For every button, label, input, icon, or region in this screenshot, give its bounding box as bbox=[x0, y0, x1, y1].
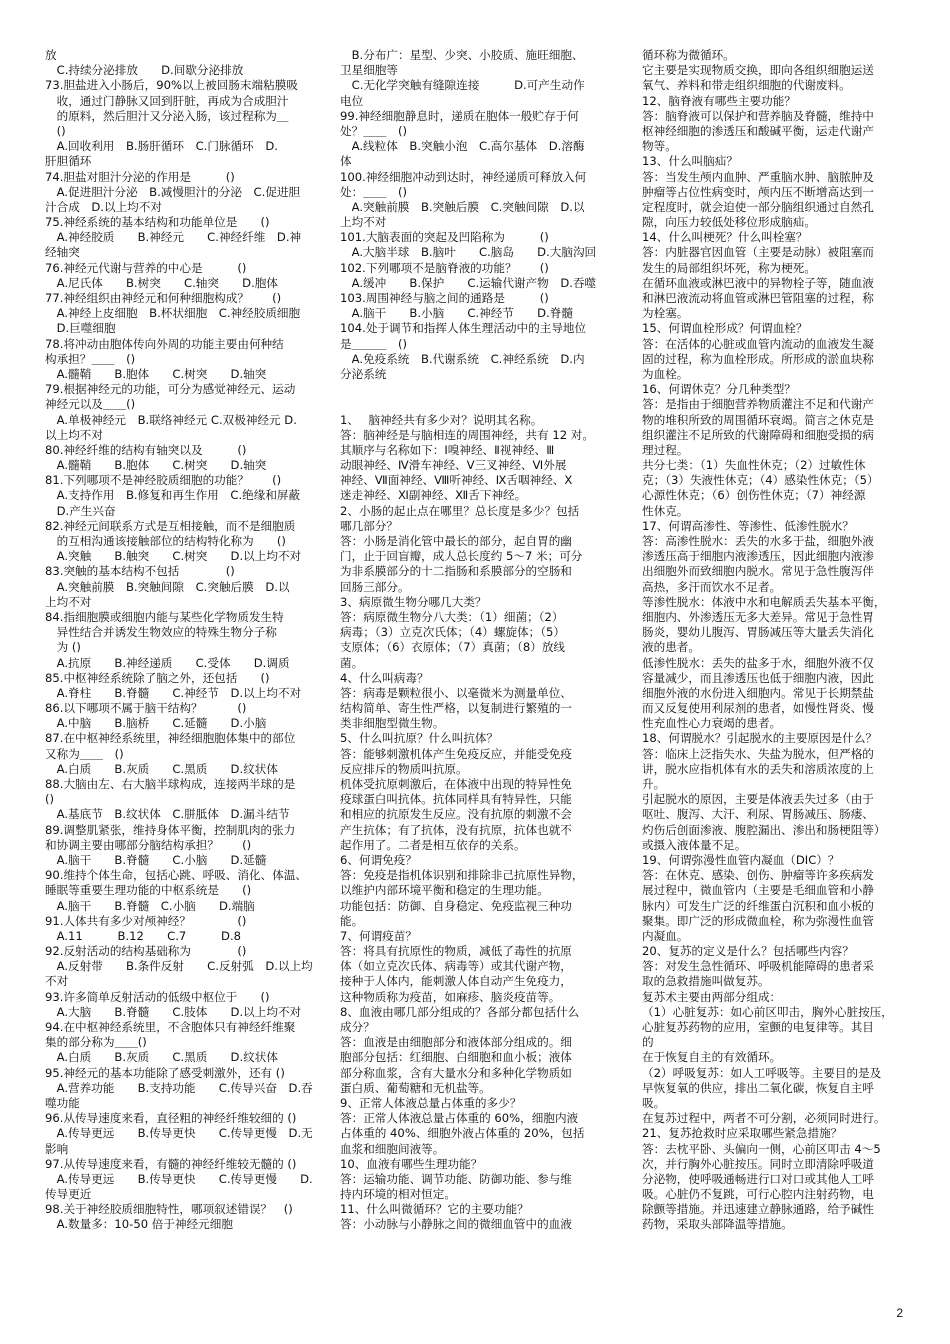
text-line: 出细胞外而致细胞内脱水。常见于急性腹泻伴 bbox=[642, 564, 874, 579]
text-line: 的互相沟通该接触部位的结构特化称为 () bbox=[45, 534, 286, 548]
text-line: () bbox=[45, 792, 55, 807]
text-line: 神经、Ⅶ面神经、Ⅷ听神经、Ⅸ舌咽神经、Ⅹ bbox=[340, 473, 573, 488]
text-line: 又称为＿＿ () bbox=[45, 746, 124, 761]
text-line: 动眼神经、Ⅳ滑车神经、Ⅴ三叉神经、Ⅵ外展 bbox=[340, 458, 567, 473]
text-line: 以维护内部环境平衡和稳定的生理功能。 bbox=[340, 883, 549, 898]
text-line: C.无化学突触有缝隙连接 D.可产生动作 bbox=[340, 78, 585, 93]
text-line: 吸。心脏仍不复跳，可行心腔内注射药物，电 bbox=[642, 1187, 874, 1202]
text-line: 分泌物，使呼吸通畅进行口对口或其他人工呼 bbox=[642, 1171, 874, 1186]
text-line: 94.在中枢神经系统里，不含胞体只有神经纤维聚 bbox=[45, 1020, 296, 1034]
text-line: 占体重的 40%、细胞外液占体重的 20%，包括 bbox=[340, 1126, 585, 1141]
text-line: 除颤等措施。并迅速建立静脉通路，给予碱性 bbox=[642, 1202, 874, 1217]
text-line: 答：将具有抗原性的物质，减低了毒性的抗原 bbox=[340, 944, 572, 959]
text-line: 90.维持个体生命，包括心跳、呼吸、消化、体温、 bbox=[45, 868, 307, 883]
text-line: A.中脑 B.脑桥 C.延髓 D.小脑 bbox=[45, 716, 267, 731]
text-line: 或摄入液体量不足。 bbox=[642, 837, 747, 852]
text-line: () bbox=[45, 123, 66, 138]
text-line: A.抗原 B.神经递质 C.受体 D.调质 bbox=[45, 655, 290, 670]
text-line: A.基底节 B.纹状体 C.胼胝体 D.漏斗结节 bbox=[45, 807, 290, 822]
text-line: A.神经胶质 B.神经元 C.神经纤维 D.神 bbox=[45, 230, 302, 245]
text-line: 疫球蛋白叫抗体。抗体同样具有特异性，只能 bbox=[340, 792, 572, 807]
text-line: 吸。 bbox=[642, 1095, 666, 1110]
text-line: 能。 bbox=[340, 913, 364, 928]
text-line: 异性结合并诱发生物效应的特殊生物分子称 bbox=[45, 625, 277, 640]
text-line: 为非系膜部分的十二指肠和系膜部分的空肠和 bbox=[340, 564, 572, 579]
text-line: 答：去枕平卧、头偏向一侧，心前区叩击 4～5 bbox=[642, 1141, 881, 1156]
text-line: 79.根据神经元的功能，可分为感觉神经元、运动 bbox=[45, 382, 296, 397]
text-line: 共分七类：（1）失血性休克；（2）过敏性休 bbox=[642, 458, 866, 473]
text-line: A.脊柱 B.脊髓 C.神经节 D.以上均不对 bbox=[45, 685, 302, 700]
text-line: 蛋白质、葡萄糖和无机盐等。 bbox=[340, 1080, 491, 1095]
text-line: 细胞外液的水份进入细胞内。常见于长期禁盐 bbox=[642, 685, 874, 700]
text-line: 83.突触的基本结构不包括 () bbox=[45, 564, 235, 579]
text-column-left bbox=[45, 48, 325, 1233]
text-line: 88.大脑由左、右大脑半球构成，连接两半球的是 bbox=[45, 777, 296, 791]
text-line: 体 bbox=[340, 154, 352, 169]
text-line: 菌。 bbox=[340, 655, 364, 670]
text-line: 11、什么叫微循环？它的主要功能？ bbox=[340, 1202, 529, 1217]
text-line: A.白质 B.灰质 C.黑质 D.纹状体 bbox=[45, 761, 278, 776]
text-line: 7、何谓疫苗？ bbox=[340, 928, 417, 943]
text-line: 82.神经元间联系方式是互相接触，而不是细胞质 bbox=[45, 518, 296, 533]
text-line: 呕吐、腹泻、大汗、利尿、胃肠减压、肠瘘、 bbox=[642, 807, 874, 822]
text-line: 构承担？＿＿ () bbox=[45, 351, 136, 366]
text-line: 放 bbox=[45, 48, 57, 62]
text-line: A.脑干 B.脊髓 C.小脑 D.延髓 bbox=[45, 852, 267, 867]
text-line: 电位 bbox=[340, 93, 364, 108]
text-line: 和相应的抗原发生反应。没有抗原的刺激不会 bbox=[340, 807, 572, 822]
text-line: 神经元以及＿＿() bbox=[45, 397, 136, 412]
text-line: 的 bbox=[642, 1035, 654, 1050]
text-line: A.突触前膜 B.突触间隙 C.突触后膜 D.以 bbox=[45, 579, 290, 594]
text-line: （1）心脏复苏：如心前区叩击，胸外心脏按压， bbox=[642, 1004, 893, 1019]
text-line: A.单极神经元 B.联络神经元 C.双极神经元 D. bbox=[45, 412, 297, 427]
text-line: A.数量多：10-50 倍于神经元细胞 bbox=[45, 1217, 233, 1232]
text-line: 噬功能 bbox=[45, 1095, 80, 1110]
text-line: 103.周围神经与脑之间的通路是 () bbox=[340, 291, 549, 305]
text-line: 克；（3）失液性休克；（4）感染性休克；（5） bbox=[642, 473, 879, 488]
text-line: 接种于人体内，能刺激人体自动产生免疫力， bbox=[340, 974, 572, 989]
text-line: 是＿＿＿ () bbox=[340, 336, 408, 351]
text-line: 物等。 bbox=[642, 139, 677, 154]
text-line: 性充血性心力衰竭的患者。 bbox=[642, 716, 782, 731]
text-line: 聚集。即广泛的形成微血栓，称为弥漫性血管 bbox=[642, 913, 874, 928]
text-line: 81.下列哪项不是神经胶质细胞的功能？ () bbox=[45, 473, 282, 488]
text-line: A.突触前膜 B.突触后膜 C.突触间隙 D.以 bbox=[340, 199, 585, 214]
text-line: 75.神经系统的基本结构和功能单位是 () bbox=[45, 215, 270, 230]
text-line: 循环称为微循环。 bbox=[642, 48, 735, 62]
text-line: 迷走神经、Ⅺ副神经、Ⅻ舌下神经。 bbox=[340, 488, 527, 503]
text-line: 答：在活体的心脏或血管内流动的血液发生凝 bbox=[642, 336, 874, 351]
text-line: 起作用了。二者是相互依存的关系。 bbox=[340, 837, 526, 852]
text-line: 心脏复苏药物的应用，室颤的电复律等。其目 bbox=[642, 1020, 874, 1034]
text-line: 氧气、养料和带走组织细胞的代谢废料。 bbox=[642, 78, 851, 93]
text-line: 3、病原微生物分哪几大类？ bbox=[340, 594, 487, 609]
text-line: 1、 脑神经共有多少对？说明其名称。 bbox=[340, 412, 543, 427]
text-line: D.巨噬细胞 bbox=[45, 321, 116, 336]
text-line: 经轴突 bbox=[45, 245, 80, 260]
text-line: 为 () bbox=[45, 640, 81, 655]
text-line: 答：临床上泛指失水、失盐为脱水，但严格的 bbox=[642, 746, 874, 761]
text-line: 容量减少，而且渗透压也低于细胞内液，因此 bbox=[642, 670, 874, 685]
text-line: 枢神经细胞的渗透压和酸碱平衡，运走代谢产 bbox=[642, 123, 874, 138]
text-line: 隙，向压力较低处移位形成脑疝。 bbox=[642, 215, 816, 230]
text-line: 内凝血。 bbox=[642, 928, 689, 943]
text-line: 87.在中枢神经系统里，神经细胞胞体集中的部位 bbox=[45, 731, 296, 746]
text-line: 早恢复氧的供应，排出二氧化碳，恢复自主呼 bbox=[642, 1080, 874, 1095]
text-line: 10、血液有哪些生理功能？ bbox=[340, 1156, 483, 1171]
text-line: A.传导更远 B.传导更快 C.传导更慢 D.无 bbox=[45, 1126, 313, 1141]
text-line: 性休克。 bbox=[642, 503, 689, 518]
text-line bbox=[340, 397, 612, 412]
text-line: 答：病毒是颗粒很小、以毫微米为测量单位、 bbox=[340, 685, 572, 700]
text-line: 答：内脏器官因血管（主要是动脉）被阻塞而 bbox=[642, 245, 874, 260]
text-line: 病毒；（3）立克次氏体；（4）螺旋体；（5） bbox=[340, 625, 566, 640]
text-line: 回肠三部分。 bbox=[340, 579, 410, 594]
text-line: 91.人体共有多少对颅神经？ () bbox=[45, 913, 247, 928]
text-line: 5、什么叫抗原？什么叫抗体？ bbox=[340, 731, 499, 746]
text-line: （2）呼吸复苏：如人工呼吸等。主要目的是及 bbox=[642, 1065, 882, 1080]
text-line: 肠炎，婴幼儿腹泻、胃肠减压等大量丢失消化 bbox=[642, 625, 874, 640]
text-line: 6、何谓免疫？ bbox=[340, 852, 417, 867]
text-line: 细胞内、外渗透压无多大差异。常见于急性胃 bbox=[642, 609, 874, 624]
text-line: 在复苏过程中，两者不可分割，必须同时进行。 bbox=[642, 1111, 886, 1126]
text-line bbox=[340, 382, 612, 397]
text-line: 它主要是实现物质交换，即向各组织细胞运送 bbox=[642, 63, 874, 78]
text-line: 等渗性脱水：体液中水和电解质丢失基本平衡， bbox=[642, 594, 886, 609]
text-line: 102.下列哪项不是脑脊液的功能？ () bbox=[340, 260, 549, 275]
text-line: 不对 bbox=[45, 974, 69, 989]
text-line: 成分？ bbox=[340, 1020, 375, 1034]
text-line: A.尼氏体 B.树突 C.轴突 D.胞体 bbox=[45, 275, 278, 290]
text-line: 定程度时，就会迫使一部分脑组织通过自然孔 bbox=[642, 199, 874, 214]
text-line: 胞部分包括：红细胞、白细胞和血小板；液体 bbox=[340, 1050, 572, 1065]
text-line: A.缓冲 B.保护 C.运输代谢产物 D.吞噬 bbox=[340, 275, 597, 290]
text-line: 功能包括：防御、自身稳定、免疫监视三种功 bbox=[340, 898, 572, 913]
text-line: 脉内）可发生广泛的纤维蛋白沉积和血小板的 bbox=[642, 898, 874, 913]
text-line: 18、何谓脱水？引起脱水的主要原因是什么？ bbox=[642, 731, 878, 746]
text-line: 心源性休克；（6）创伤性休克；（7）神经源 bbox=[642, 488, 866, 503]
text-column-right bbox=[642, 48, 910, 1233]
text-line: A.突触 B.触突 C.树突 D.以上均不对 bbox=[45, 549, 302, 564]
text-line: 持内环境的相对恒定。 bbox=[340, 1187, 456, 1202]
text-line: 的原料，然后胆汁又分泌入肠，该过程称为＿ bbox=[45, 108, 289, 123]
text-line: 99.神经细胞静息时，递质在胞体一般贮存于何 bbox=[340, 108, 579, 123]
text-line: 液的患者。 bbox=[642, 640, 700, 655]
text-line: 以上均不对 bbox=[45, 427, 103, 442]
text-line: 19、何谓弥漫性血管内凝血（DIC）？ bbox=[642, 852, 840, 867]
text-line: 答：免疫是指机体识别和排除非己抗原性异物， bbox=[340, 868, 584, 883]
text-line: 15、何谓血栓形成？何谓血栓？ bbox=[642, 321, 808, 336]
text-line: 发生的局部组织坏死，称为梗死。 bbox=[642, 260, 816, 275]
text-line: 答：脑神经是与脑相连的周围神经，共有 12 对。 bbox=[340, 427, 594, 442]
text-line: 反应排斥的物质叫抗原。 bbox=[340, 761, 468, 776]
text-line: 答：高渗性脱水：丢失的水多于盐，细胞外液 bbox=[642, 534, 874, 548]
text-line: 而又反复使用利尿剂的患者，如慢性肾炎、慢 bbox=[642, 701, 874, 716]
text-line: 分泌系统 bbox=[340, 366, 387, 381]
text-line: 这种物质称为疫苗，如麻疹、脑炎疫苗等。 bbox=[340, 989, 561, 1004]
text-line: 80.神经纤维的结构有轴突以及 () bbox=[45, 442, 247, 457]
text-line: 卫星细胞等 bbox=[340, 63, 398, 78]
text-line: 答：运输功能、调节功能、防御功能、参与维 bbox=[340, 1171, 572, 1186]
text-line: 13、什么叫脑疝？ bbox=[642, 154, 738, 169]
text-line: 答：当发生颅内血肿、严重脑水肿、脑脓肿及 bbox=[642, 169, 874, 184]
text-line: 85.中枢神经系统除了脑之外，还包括 () bbox=[45, 670, 270, 685]
text-line: 处：＿＿ () bbox=[340, 184, 408, 199]
text-line: A.脑干 B.脊髓 C.小脑 D.端脑 bbox=[45, 898, 255, 913]
text-line: 4、什么叫病毒？ bbox=[340, 670, 429, 685]
text-line: 78.将冲动由胞体传向外周的功能主要由何种结 bbox=[45, 336, 284, 351]
text-line: 灼伤后创面渗液、腹腔漏出、渗出和肠梗阻等） bbox=[642, 822, 886, 837]
text-line: 20、复苏的定义是什么？包括哪些内容？ bbox=[642, 944, 854, 959]
text-line: 答：正常人体液总量占体重的 60%，细胞内液 bbox=[340, 1111, 579, 1126]
text-line: 传导更近 bbox=[45, 1187, 92, 1202]
text-line: 答：小肠是消化管中最长的部分，起自胃的幽 bbox=[340, 534, 572, 548]
text-line: 类非细胞型微生物。 bbox=[340, 716, 445, 731]
text-line: 17、何谓高渗性、等渗性、低渗性脱水？ bbox=[642, 518, 854, 533]
text-line: 上均不对 bbox=[340, 215, 387, 230]
text-line: 门，止于回盲瓣，成人总长度约 5～7 米；可分 bbox=[340, 549, 583, 564]
text-line: 101.大脑表面的突起及凹陷称为 () bbox=[340, 230, 549, 245]
text-line: 组织灌注不足所致的代谢障碍和细胞受损的病 bbox=[642, 427, 874, 442]
text-line: 答：病原微生物分八大类：（1）细菌；（2） bbox=[340, 609, 564, 624]
text-line: 74.胆盐对胆汁分泌的作用是 () bbox=[45, 169, 235, 184]
text-line: 固的过程，称为血栓形成。所形成的淤血块称 bbox=[642, 351, 874, 366]
text-line: 取的急救措施叫做复苏。 bbox=[642, 974, 770, 989]
text-line: 100.神经细胞冲动到达时，神经递质可释放入何 bbox=[340, 169, 587, 184]
text-line: 为栓塞。 bbox=[642, 306, 689, 321]
text-line: 12、脑脊液有哪些主要功能？ bbox=[642, 93, 796, 108]
text-line: 影响 bbox=[45, 1141, 69, 1156]
text-line: 21、复苏抢救时应采取哪些紧急措施？ bbox=[642, 1126, 843, 1141]
text-line: A.反射带 B.条件反射 C.反射弧 D.以上均 bbox=[45, 959, 313, 974]
text-line: A.11 B.12 C.7 D.8 bbox=[45, 928, 242, 943]
text-line: 9、正常人体液总量占体重的多少？ bbox=[340, 1095, 522, 1110]
text-line: 14、什么叫梗死？什么叫栓塞？ bbox=[642, 230, 808, 245]
text-line: 2、小肠的起止点在哪里？总长度是多少？包括 bbox=[340, 503, 580, 518]
text-line: 和协调主要由哪部分脑结构承担？ () bbox=[45, 837, 252, 852]
text-line: 答：在休克、感染、创伤、肿瘤等许多疾病发 bbox=[642, 868, 874, 883]
text-line: 机体受抗原刺激后，在体液中出现的特异性免 bbox=[340, 777, 572, 791]
text-line: 86.以下哪项不属于脑干结构？ () bbox=[45, 701, 247, 716]
text-line: 讲，脱水应指机体有水的丢失和溶质浓度的上 bbox=[642, 761, 874, 776]
text-line: 低渗性脱水：丢失的盐多于水，细胞外液不仅 bbox=[642, 655, 874, 670]
text-line: A.白质 B.灰质 C.黑质 D.纹状体 bbox=[45, 1050, 278, 1065]
text-line: 肝胆循环 bbox=[45, 154, 92, 169]
text-line: 93.许多简单反射活动的低级中枢位于 () bbox=[45, 989, 270, 1004]
text-line: 高热，多汗而饮水不足者。 bbox=[642, 579, 782, 594]
text-line: 引起脱水的原因，主要是体液丢失过多（由于 bbox=[642, 792, 874, 807]
text-line: 96.从传导速度来看，直径粗的神经纤维较细的 () bbox=[45, 1111, 297, 1126]
text-line: 76.神经元代谢与营养的中心是 () bbox=[45, 260, 247, 275]
text-line: 复苏术主要由两部分组成： bbox=[642, 989, 782, 1004]
text-line: 84.指细胞膜或细胞内能与某些化学物质发生特 bbox=[45, 609, 284, 624]
text-line: 答：脑脊液可以保护和营养脑及脊髓，维持中 bbox=[642, 108, 874, 123]
text-line: 理过程。 bbox=[642, 442, 689, 457]
text-line: 为血栓。 bbox=[642, 366, 689, 381]
text-line: 答：对发生急性循环、呼吸机能障碍的患者采 bbox=[642, 959, 874, 974]
text-line: 上均不对 bbox=[45, 594, 92, 609]
text-line: 升。 bbox=[642, 777, 666, 791]
text-line: 收，通过门静脉又回到肝脏，再成为合成胆汁 bbox=[45, 93, 289, 108]
text-line: 89.调整肌紧张，维持身体平衡，控制肌肉的张力 bbox=[45, 822, 296, 837]
text-column-middle bbox=[340, 48, 612, 1233]
text-line: B.分布广：星型、少突、小胶质、施旺细胞、 bbox=[340, 48, 584, 62]
text-line: 104.处于调节和指挥人体生理活动中的主导地位 bbox=[340, 321, 587, 336]
text-line: 集的部分称为＿＿() bbox=[45, 1035, 147, 1050]
text-line: 73.胆盐进入小肠后，90%以上被回肠末端粘膜吸 bbox=[45, 78, 298, 93]
text-line: 16、何谓休克？分几种类型？ bbox=[642, 382, 796, 397]
text-line: 95.神经元的基本功能除了感受刺激外，还有 () bbox=[45, 1065, 285, 1080]
text-line: A.促进胆汁分泌 B.减慢胆汁的分泌 C.促进胆 bbox=[45, 184, 301, 199]
text-line: 产生抗体；有了抗体，没有抗原，抗体也就不 bbox=[340, 822, 572, 837]
text-line: A.脑干 B.小脑 C.神经节 D.脊髓 bbox=[340, 306, 573, 321]
text-line: 77.神经组织由神经元和何种细胞构成？ () bbox=[45, 291, 282, 305]
text-line: 处？＿＿ () bbox=[340, 123, 408, 138]
text-line: 答：血液是由细胞部分和液体部分组成的。细 bbox=[340, 1035, 572, 1050]
text-line: 92.反射活动的结构基础称为 () bbox=[45, 944, 247, 959]
text-line: A.大脑半球 B.脑叶 C.脑岛 D.大脑沟回 bbox=[340, 245, 597, 260]
text-line: D.产生兴奋 bbox=[45, 503, 116, 518]
text-line: 血浆和细胞间液等。 bbox=[340, 1141, 445, 1156]
text-line: A.髓鞘 B.胞体 C.树突 D.轴突 bbox=[45, 366, 267, 381]
text-line: 哪几部分？ bbox=[340, 518, 398, 533]
text-line: A.营养功能 B.支持功能 C.传导兴奋 D.吞 bbox=[45, 1080, 313, 1095]
text-line: 在循环血液或淋巴液中的异物栓子等，随血液 bbox=[642, 275, 874, 290]
text-line: A.传导更远 B.传导更快 C.传导更慢 D. bbox=[45, 1171, 313, 1186]
text-line: 98.关于神经胶质细胞特性，哪项叙述错误？ () bbox=[45, 1202, 293, 1217]
text-line: 97.从传导速度来看，有髓的神经纤维较无髓的 () bbox=[45, 1156, 297, 1171]
text-line: 和淋巴液流动将血管或淋巴管阻塞的过程，称 bbox=[642, 291, 874, 305]
text-line: 物的堆积所致的周围循环衰竭。简言之休克是 bbox=[642, 412, 874, 427]
text-line: 答：小动脉与小静脉之间的微细血管中的血液 bbox=[340, 1217, 572, 1232]
text-line: 次，并行胸外心脏按压。同时立即清除呼吸道 bbox=[642, 1156, 874, 1171]
text-line: A.线粒体 B.突触小泡 C.高尔基体 D.溶酶 bbox=[340, 139, 585, 154]
text-line: C.持续分泌排放 D.间歇分泌排放 bbox=[45, 63, 244, 78]
text-line: A.神经上皮细胞 B.杯状细胞 C.神经胶质细胞 bbox=[45, 306, 301, 321]
text-line: 肿瘤等占位性病变时，颅内压不断增高达到一 bbox=[642, 184, 874, 199]
text-line: 药物，采取头部降温等措施。 bbox=[642, 1217, 793, 1232]
text-line: 部分称血浆，含有大量水分和多种化学物质如 bbox=[340, 1065, 572, 1080]
page-number: 2 bbox=[896, 1306, 903, 1320]
text-line: 其顺序与名称如下：Ⅰ嗅神经、Ⅱ视神经、Ⅲ bbox=[340, 442, 555, 457]
text-line: A.大脑 B.脊髓 C.肢体 D.以上均不对 bbox=[45, 1004, 302, 1019]
text-line: A.髓鞘 B.胞体 C.树突 D.轴突 bbox=[45, 458, 267, 473]
text-line: 8、血液由哪几部分组成的？各部分都包括什么 bbox=[340, 1004, 580, 1019]
text-line: 汁合成 D.以上均不对 bbox=[45, 199, 162, 214]
text-line: 答：是指由于细胞营养物质灌注不足和代谢产 bbox=[642, 397, 874, 412]
text-line: A.支持作用 B.修复和再生作用 C.绝缘和屏蔽 bbox=[45, 488, 301, 503]
text-line: A.免疫系统 B.代谢系统 C.神经系统 D.内 bbox=[340, 351, 585, 366]
text-line: A.回收利用 B.肠肝循环 C.门脉循环 D. bbox=[45, 139, 278, 154]
text-line: 展过程中，微血管内（主要是毛细血管和小静 bbox=[642, 883, 874, 898]
text-line: 渗透压高于细胞内液渗透压，因此细胞内液渗 bbox=[642, 549, 874, 564]
text-line: 支原体；（6）衣原体；（7）真菌；（8）放线 bbox=[340, 640, 566, 655]
text-line: 在于恢复自主的有效循环。 bbox=[642, 1050, 782, 1065]
text-line: 睡眠等重要生理功能的中枢系统是 () bbox=[45, 883, 252, 898]
text-line: 结构简单、寄生性严格，以复制进行繁殖的一 bbox=[340, 701, 572, 716]
text-line: 体（如立克次氏体、病毒等）或其代谢产物， bbox=[340, 959, 572, 974]
text-line: 答：能够刺激机体产生免疫反应，并能受免疫 bbox=[340, 746, 572, 761]
